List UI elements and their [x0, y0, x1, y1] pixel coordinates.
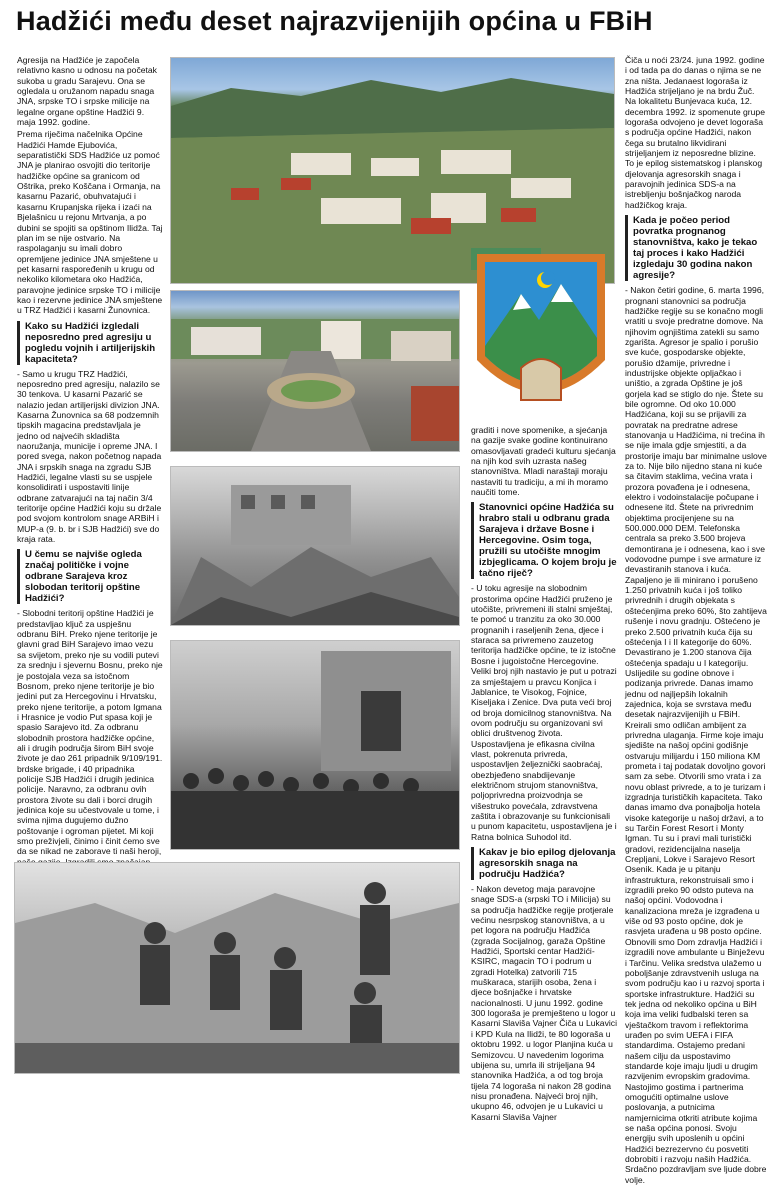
article-headline: Hadžići među deset najrazvijenijih općina u FBiH [16, 6, 653, 36]
paragraph: Prema riječima načelnika Općine Hadžići Hamde Ejubovića, separatistički SDS Hadžiće uz pomoć JNA je planirao osvojiti dio teritorije hadžičke općine sa granicom od Oštrika, preko Koščana i Ormanja, na kasarnu Pazarić, obuhvatajući i kasarnu Krupanjska rijeka i izaći na Bjelašnicu u rejonu Mrtvanja, a po dubini se spojiti sa opštinom Ilidža. Taj plan im se nije ostvario. Na raspolaganju su imali dobro opremljene jedinice JNA smještene u pet kasarni raspoređenih u krugu od nekoliko kilometara oko Hadžića, paravojne jedinice srpske TO i milicije kao i rezervne jedinice JNA smještene u TRZ Hadžići i kasarni Žunovnica. [17, 129, 163, 316]
interview-question: Stanovnici općine Hadžića su hrabro stali u odbranu grada Sarajeva i države Bosne i Hercegovine. Osim toga, pružili su utočište mnogim izbjeglicama. O kojem broju je tačno riječ? [471, 502, 617, 579]
interview-answer: - Samo u krugu TRZ Hadžići, neposredno pred agresiju, nalazilo se 30 tenkova. U kasarni Pazarić se nalazio jedan artiljerijski divizion JNA. Kasarna Žunovnica sa 68 podzemnih tipskih magacina predstavljala je jedno od najvećih skladišta naoružanja, municije i opreme JNA. I pored svega, nakon početnog napada JNA i srpskih snaga na zgradu SJB Hadžići, legalne vlasti su se uspjele konsolidirati i uspostaviti linije odbrane zatvarajući na taj način 3/4 teritorije općine Hadžići koju su držale pod svojom kontrolom snage ARBiH i MUP-a (9. b. br i SJB Hadžići) sve do kraja rata. [17, 368, 162, 545]
interview-question: Kada je počeo period povratka prognanog stanovništva, kako je tekao taj proces i kako Hadžići izgledaju 30 godina nakon agresije? [625, 215, 767, 281]
paragraph: Čiča u noći 23/24. juna 1992. godine i od tada pa do danas o njima se ne zna ništa. Jedanaest logoraša iz Hadžića strijeljano je na brdu Žuč. Na lokalitetu Bunjevaca kuća, 12. decembra 1992. iz spomenute grupe logoraša odvojeno je devet logoraša s područja općine Hadžići, nakon čega su brutalno likvidirani strijeljanjem iz neposredne blizine. To je epilog sistematskog i planskog djelovanja agresorskih snaga i paravojnih jedinica SDS-a na istrebljenju bošnjačkog naroda hadžičkog kraja. [625, 55, 765, 210]
photo-roundabout-square [170, 290, 460, 452]
roundabout-illustration [171, 291, 459, 451]
interview-answer: - U toku agresije na slobodnim prostorima općine Hadžići pruženo je utočište, privremeni ili stalni smještaj, te pomoć u tranzitu za oko 30.000 prognanih i raseljenih žena, djece i staraca sa privremeno zauzetog teritorija hadžičke općine, te iz istočne Bosne i jugoistočne Hercegovine. Veliki broj njih nastavio je put u potrazi za smještajem u pravcu Konjica i Jablanice, te Visokog, Fojnice, Kiseljaka i Zenice. Dva puta veći broj od broja domicilnog stanovništva. Na ovom području su organizovani svi oblici društvenog života. Uspostavljena je efikasna civilna vlast, pokrenuta privreda, uspostavljen željeznički saobraćaj, obezbjeđeno snabdijevanje električnom strujom stanovništva, poljoprivredna proizvodnja se višestruko povećala, zdravstvena zaštita i obrazovanje su funkcionisali u punom kapacitetu, uspostavljena je i Ratna bolnica Suhodol itd. [471, 583, 617, 842]
interview-answer: - Nakon devetog maja paravojne snage SDS-a (srpski TO i Milicija) su sa područja hadžičke regije protjerale većinu nesrpskog stanovništva, a u pet logora na području Hadžića (zgrada Socijalnog, garaža Opštine Hadžići, Sportski centar Hadžići-KSIRC, magacin TO i podrum u zgradi Hotelka) zatvorili 715 muškaraca, starijih osoba, žena i djece bošnjačke i hrvatske nacionalnosti. U junu 1992. godine 300 logoraša je premješteno u logor u Kasarni Slaviša Vajner Čiča u Lukavici i KPD Kula na Ilidži, te 80 logoraša u oktobru 1992. u logor Planjina kuća u Semizovcu. U navedenim logorima ubijena su, umrla ili strijeljana 94 stanovnika Hadžića, a od tog broja tijela 74 logoraša ni nakon 28 godina nisu pronađena. Najveći broj njih, ukupno 46, odvojen je u Lukavici u Kasarni Slaviša Vajner [471, 884, 618, 1122]
column-1 [17, 55, 163, 855]
paragraph: Agresija na Hadžiće je započela relativno kasno u odnosu na početak sukoba u gradu Sarajevu. Ona se ogledala u oružanom napadu snaga JNA, srpske TO i srpske milicije na legalne organe opštine Hadžići 9. maja 1992. godine. [17, 55, 157, 128]
interview-question: Kako su Hadžići izgledali neposredno pred agresiju u pogledu vojnih i artiljerijskih kapaciteta? [17, 321, 163, 365]
paragraph: graditi i nove spomenike, a sjećanja na gazije svake godine kontinuirano omasovljavati gradeći kulturu sjećanja na njih kod svih uzrasta našeg stanovništva. Mladi naraštaji moraju nastaviti tu tradiciju, a mi ih moramo naučiti tome. [471, 425, 616, 498]
column-4 [625, 55, 767, 1185]
photo-destroyed-building-crowd [170, 640, 460, 850]
interview-question: U čemu se najviše ogleda značaj političke i vojne odbrane Sarajeva kroz slobodan teritorij opštine Hadžići? [17, 549, 163, 604]
interview-answer: - Nakon četiri godine, 6. marta 1996, prognani stanovnici sa područja hadžičke regije su se konačno mogli vratiti u svoje predratne domove. Na njihovim ognjištima zatekli su samo zgarišta. Agresor je spalio i porušio sve kuće, gospodarske objekte, porušio džamije, privredne i industrijske objekte opljačkao i uništio, a zgrada Opštine je još gorjela kad se stiglo do nje. Štete su bile ogromne. Od oko 10.000 Hadžićana, koji su se prijavili za povratak na predratne adrese stanovanja u Hadžićima, ni trećina ih se nije imala gdje smjestiti, a da prostorije imaju bar minimalne uslove za to. Nije bilo nijedno stana ni kuće sa čitavim staklima, većina vrata i prozora povađena je i odnesena, elektro i vodoinstalacije počupane i odnesene itd. Štete na privrednim objektima procijenjene su na 500.000.000 DEM. Telefonska centrala sa preko 3.500 brojeva demontirana je i odnesena, kao i sve vodovodne pumpe i sve armature iz devastiranih stanova i kuća. Zapaljeno je ili minirano i porušeno 1.250 privatnih kuća i još toliko privrednih i drugih objekata s oštećenjima preko 60%, što zahtijeva rušenje i novu gradnju. Oštećeno je preko 2.500 privatnih kuća čija su oštećenja I i II kategorije do 60%. Devastirano je 1.200 stanova čija oštećenja spadaju u I kategoriju. Uslijedile su godine obnove i podizanja privrede. Danas imamo jednu od najljepših lokalnih zajednica, koja se svrstava među desetak najrazvijenijih u FBiH. Kreirali smo odličan ambijent za privredna ulaganja. Firme koje imaju sjedište na našoj općini godišnje ostvaruju milijardu i 150 miliona KM prometa i taj podatak dovoljno govori sam za sebe. Otvorili smo vrata i za novu oblast privrede, a to je turizam i izgradnja turističkih kapaciteta. Tako danas imamo dva ponajbolja hotela visoke kategorije u našoj državi, a to su Tarčin Forest Resort i Monty Igman. Tu su i pravi mali turistički gradovi, rezidencijalna naselja Crepljani, Lokve i Sarajevo Resort Osenik. Kada je u pitanju infrastruktura, rekonstruisali smo i izgradili preko 90 odsto puteva na našoj općini. Vodovodna i kanalizaciona mreža je izgrađena u više od 93 posto općine, dok je rasvjeta urađena u 98 posto općine. Obnovili smo Dom zdravlja Hadžići i izgradili nove ambulante u Binježevu i Tarčinu. Velika sredstva ulažemo u poboljšanje zdravstvenih usluga na svom području kao i u razvoj sporta i sportske infrastrukture. Hadžići su tek jedna od nekoliko općina u BiH koja ima veliki fudbalski teren sa vještačkom travom i reflektorima urađen po svim UEFA i FIFA standardima. Ostajemo predani našem cilju da uspostavimo standarde koje imaju ljudi u drugim razvijenim evropskim gradovima. Nastojimo gostima i partnerima omogućiti optimalne uslove poslovanja, a putnicima namjernicima otkriti atribute kojima se naša općina ponosi. Svoju energiju svih uposlenih u općini Hadžići bezrezervno ću posvetiti dobrobiti i razvoju naših Hadžića. Srdačno pozdravljam sve ljude dobre volje. [625, 285, 767, 1185]
crowd-illustration [171, 641, 459, 849]
photo-soldiers-group [14, 862, 460, 1074]
ruins-illustration [171, 467, 459, 625]
column-3 [471, 425, 618, 1122]
photo-war-ruins [170, 466, 460, 626]
municipality-coat-of-arms-icon [473, 250, 609, 420]
soldiers-illustration [15, 863, 459, 1073]
interview-question: Kakav je bio epilog djelovanja agresorskih snaga na području Hadžića? [471, 847, 617, 880]
interview-answer: - Slobodni teritorij opštine Hadžići je predstavljao ključ za uspješnu odbranu BiH. Preko njene teritorije je glavni grad BiH Sarajevo imao vezu sa svijetom, preko nje su vodili putevi za srednju i sjevernu Bosnu, preko nje je postojala veza sa istočnom Bosnom, preko njene teritorije je bio jedini put za Hercegovinu i Hrvatsku, preko njene teritorije, a potom Igmana i Hrasnice je vodio Put spasa koji je spasio Sarajevo itd. Za odbranu slobodnih prostora hadžičke općine, ali i drugih područja širom BiH svoje živote je dao 261 pripadnik 9/109/191. brdske brigade, i 40 pripadnika policije SJB Hadžići i drugih jedinica policije. Naravno, za odbranu ovih prostora živote su dali i borci drugih jedinica koje su učestvovale u tome, i svima njima dugujemo dužno poštovanje i ogroman pijetet. Mi koji smo preživjeli, činimo i činit ćemo sve da se nikad ne zaborave ti naši heroji, [17, 608, 163, 857]
